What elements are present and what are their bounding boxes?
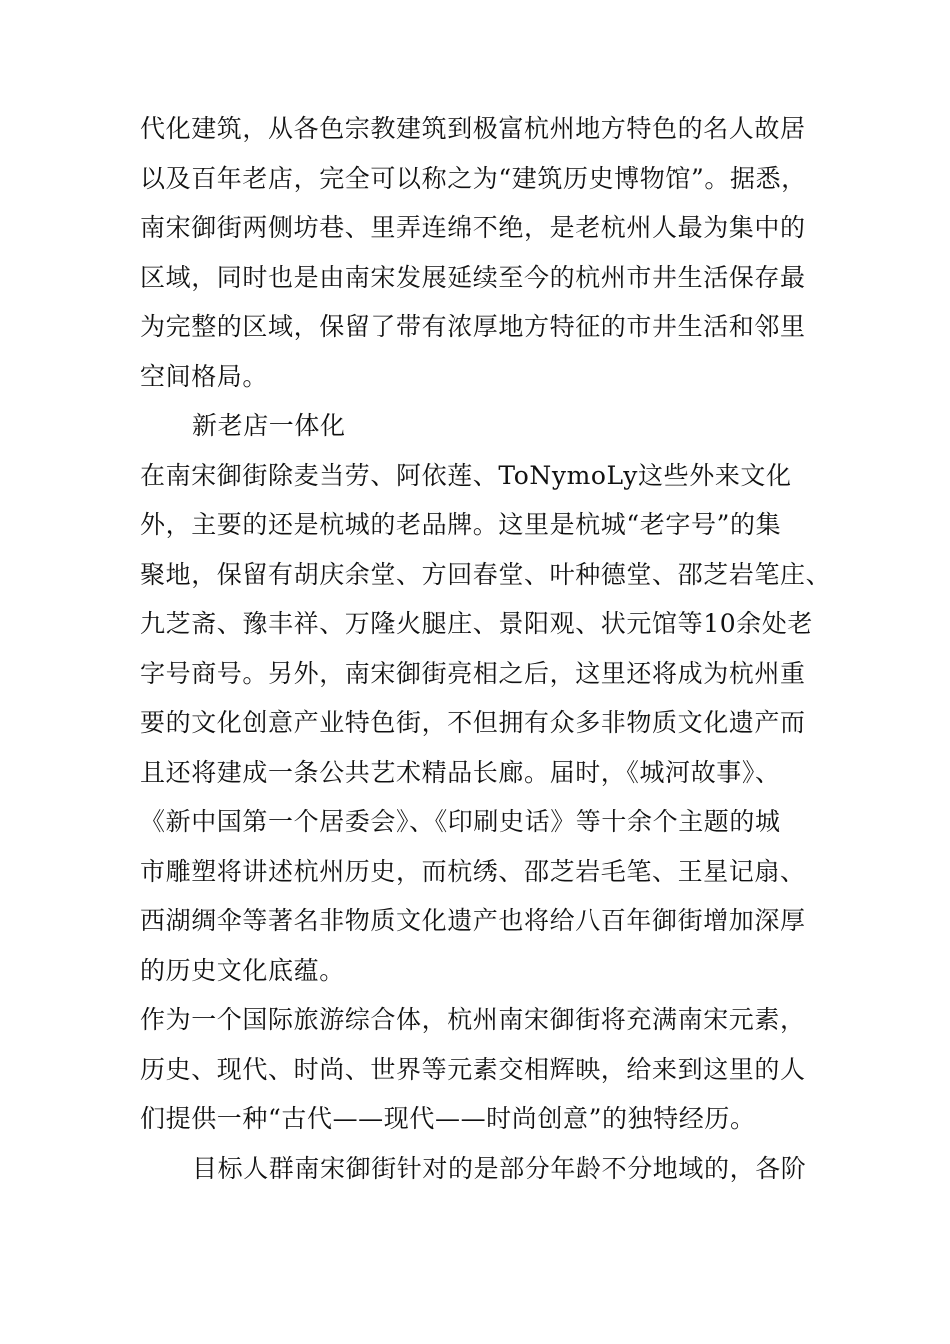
text-line: 在南宋御街除麦当劳、阿依莲、ToNymoLy这些外来文化 bbox=[140, 460, 792, 490]
text-line: 作为一个国际旅游综合体，杭州南宋御街将充满南宋元素， bbox=[140, 1005, 806, 1034]
text-line: 聚地，保留有胡庆余堂、方回春堂、叶种德堂、邵芝岩笔庄、 bbox=[140, 559, 832, 589]
document-body bbox=[140, 104, 832, 1193]
text-line: 们提供一种“古代——现代——时尚创意”的独特经历。 bbox=[140, 1104, 756, 1133]
text-line: 区域，同时也是由南宋发展延续至今的杭州市井生活保存最 bbox=[140, 262, 806, 292]
text-line: 《新中国第一个居委会》、《印刷史话》等十余个主题的城 bbox=[140, 807, 781, 836]
text-line: 的历史文化底蕴。 bbox=[140, 955, 345, 985]
text-line: 字号商号。另外，南宋御街亮相之后，这里还将成为杭州重 bbox=[140, 658, 806, 688]
text-line: 目标人群南宋御街针对的是部分年龄不分地域的，各阶 bbox=[192, 1153, 807, 1183]
text-line: 且还将建成一条公共艺术精品长廊。届时，《城河故事》、 bbox=[140, 757, 781, 787]
text-line: 空间格局。 bbox=[140, 361, 269, 391]
text-line: 九芝斋、豫丰祥、万隆火腿庄、景阳观、状元馆等10余处老 bbox=[140, 609, 814, 638]
text-line: 历史、现代、时尚、世界等元素交相辉映，给来到这里的人 bbox=[140, 1054, 806, 1084]
section-heading: 新老店一体化 bbox=[192, 411, 346, 440]
text-line: 要的文化创意产业特色街，不但拥有众多非物质文化遗产而 bbox=[140, 708, 806, 737]
text-line: 南宋御街两侧坊巷、里弄连绵不绝，是老杭州人最为集中的 bbox=[140, 213, 806, 242]
text-line: 西湖绸伞等著名非物质文化遗产也将给八百年御街增加深厚 bbox=[140, 906, 806, 935]
text-line: 代化建筑，从各色宗教建筑到极富杭州地方特色的名人故居 bbox=[140, 114, 806, 143]
text-line: 为完整的区域，保留了带有浓厚地方特征的市井生活和邻里 bbox=[140, 312, 806, 341]
text-line: 以及百年老店，完全可以称之为“建筑历史博物馆”。据悉， bbox=[140, 163, 807, 193]
text-line: 市雕塑将讲述杭州历史，而杭绣、邵芝岩毛笔、王星记扇、 bbox=[140, 856, 806, 886]
text-line: 外，主要的还是杭城的老品牌。这里是杭城“老字号”的集 bbox=[140, 510, 782, 539]
